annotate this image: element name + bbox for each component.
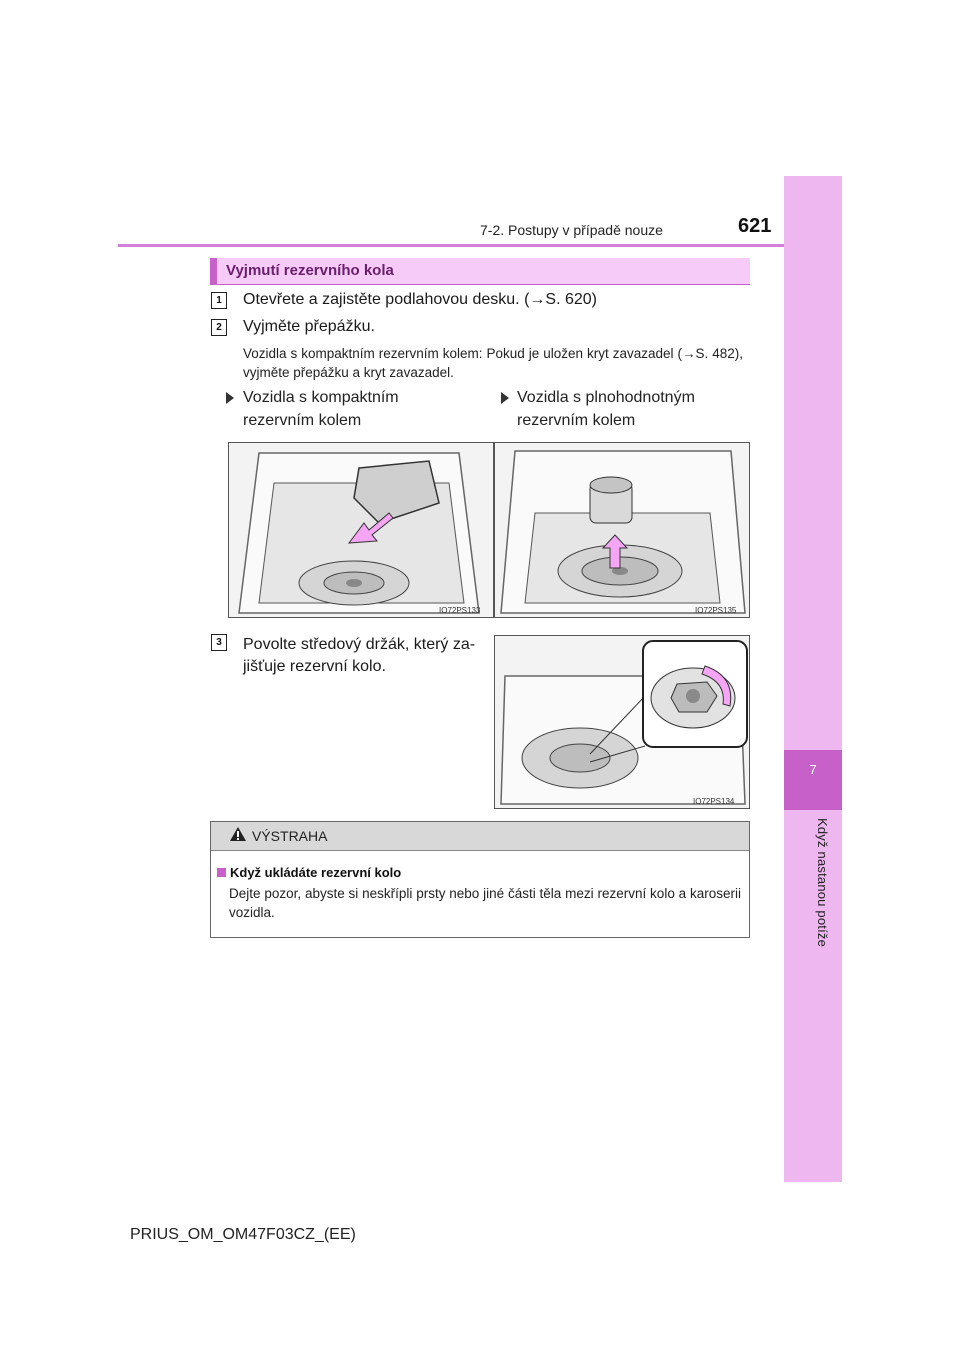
section-heading-rule — [210, 284, 750, 285]
image-code-2: IO72PS135 — [695, 606, 737, 615]
chapter-title: Když nastanou potíže — [815, 818, 830, 948]
step-3-text: Povolte středový držák, který za- jišťuje rezervní kolo. — [243, 636, 476, 675]
variant-fullsize-label: Vozidla s plnohodnotným rezervním kolem — [517, 389, 695, 429]
step-2-note: Vozidla s kompaktním rezervním kolem: Pokud je uložen kryt zavazadel (→S. 482), vyjměte přepážku a kryt zavazadel. — [243, 346, 743, 380]
section-heading — [210, 258, 750, 284]
header-rule — [118, 244, 784, 247]
footer-document-code: PRIUS_OM_OM47F03CZ_(EE) — [130, 1226, 356, 1243]
step-number-2: 2 — [211, 319, 227, 336]
section-heading-text: Vyjmutí rezervního kola — [226, 262, 394, 279]
triangle-bullet-icon — [226, 392, 234, 404]
illustration-fullsize-spare — [494, 442, 750, 618]
chapter-number: 7 — [809, 762, 817, 777]
square-bullet-icon — [217, 868, 226, 877]
step-1-text: Otevřete a zajistěte podlahovou desku. (→S. 620) — [243, 291, 597, 308]
variant-compact-label: Vozidla s kompaktním rezervním kolem — [243, 389, 399, 429]
center-holder-illustration — [495, 636, 750, 809]
chapter-side-tab — [784, 176, 842, 1182]
step-2-text: Vyjměte přepážku. — [243, 318, 375, 335]
warning-title: VÝSTRAHA — [252, 828, 328, 844]
trunk-fullsize-illustration — [495, 443, 750, 618]
page-number: 621 — [738, 215, 772, 237]
step-number-3: 3 — [211, 634, 227, 651]
warning-triangle-icon — [229, 826, 247, 842]
trunk-compact-illustration — [229, 443, 494, 618]
warning-subheading: Když ukládáte rezervní kolo — [230, 865, 402, 880]
image-code-1: IO72PS133 — [439, 606, 481, 615]
image-code-3: IO72PS134 — [693, 797, 735, 806]
header-section-title: 7-2. Postupy v případě nouze — [480, 222, 663, 238]
step-number-1: 1 — [211, 292, 227, 309]
warning-text: Dejte pozor, abyste si neskřípli prsty nebo jiné části těla mezi rezervní kolo a karoserii vozidla. — [229, 886, 741, 920]
illustration-compact-spare — [228, 442, 494, 618]
illustration-center-holder — [494, 635, 750, 809]
triangle-bullet-icon — [501, 392, 509, 404]
chapter-number-tab — [784, 750, 842, 810]
